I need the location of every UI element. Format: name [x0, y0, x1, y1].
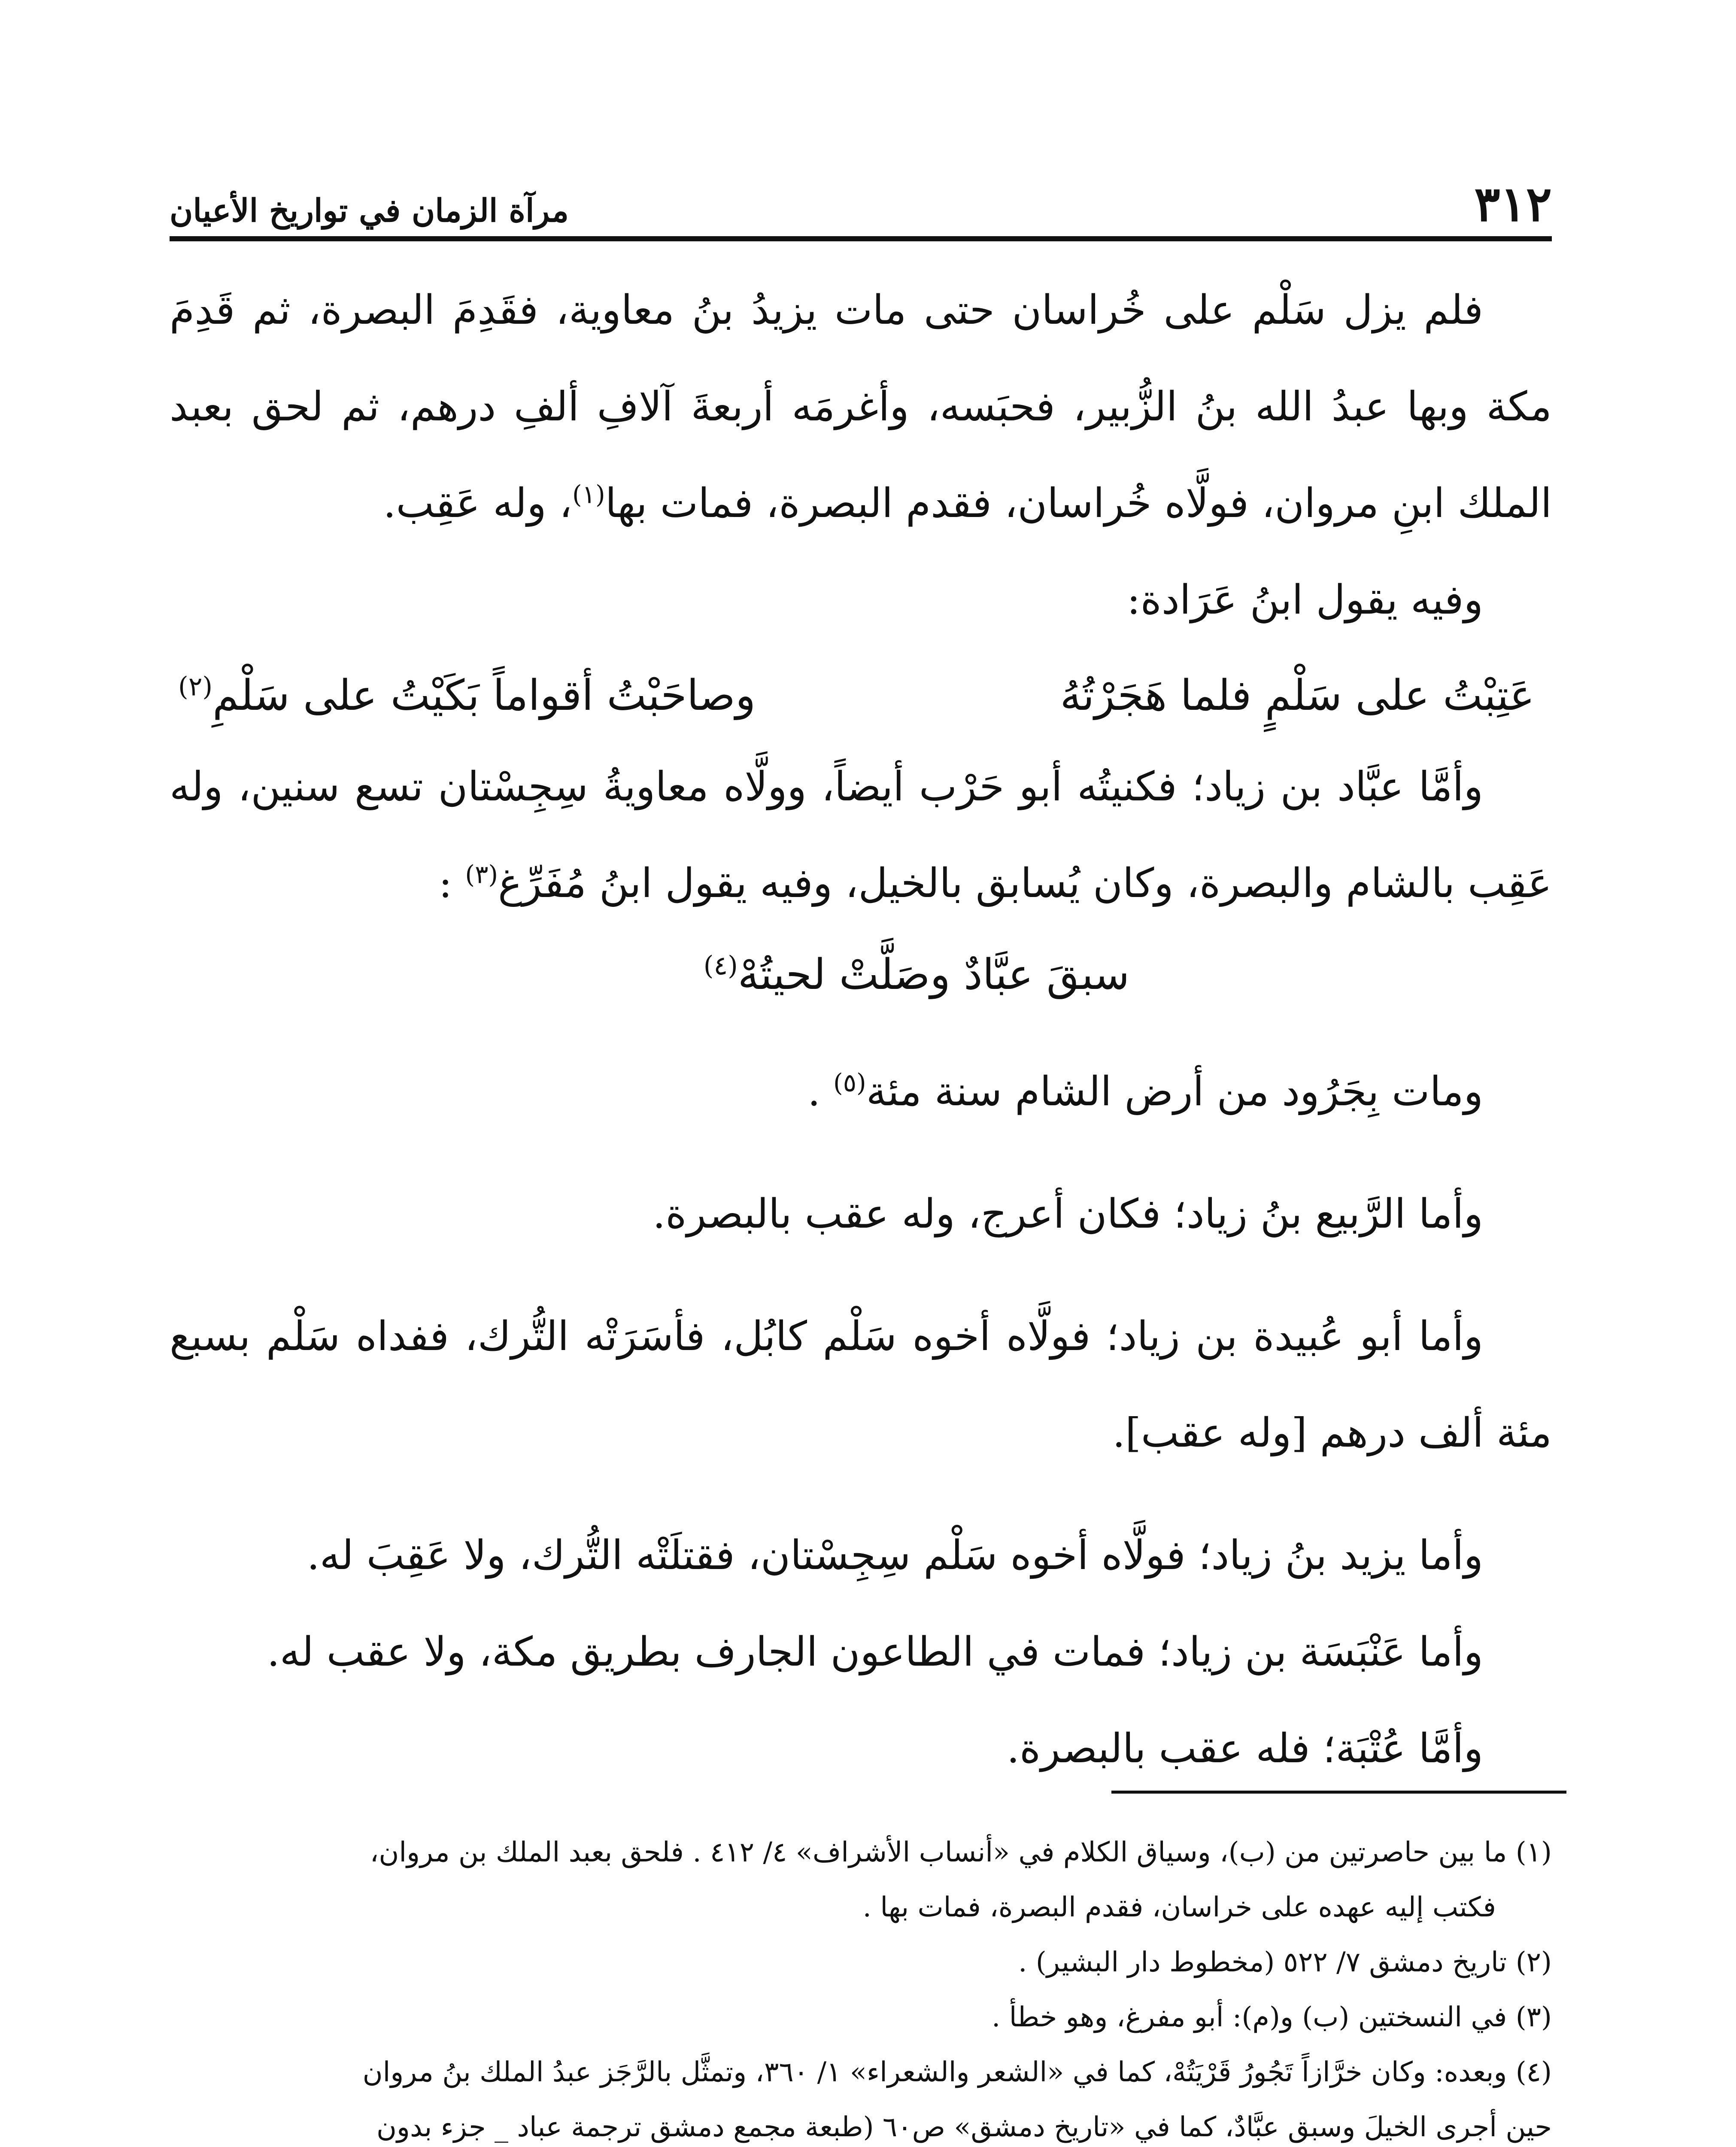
footnote-1: (١) ما بين حاصرتين من (ب)، وسياق الكلام في «أنساب الأشراف» ٤/ ٤١٢ . فلحق بعبد الملك بن مروان، [370, 1837, 1552, 1868]
paragraph-text: وأما يزيد بنُ زياد؛ فولَّاه أخوه سَلْم سِجِسْتان، فقتلَتْه التُّرك، ولا عَقِبَ له. [307, 1532, 1483, 1579]
running-title: مرآة الزمان في تواريخ الأعيان [170, 192, 569, 229]
footnote-3: (٣) في النسختين (ب) و(م): أبو مفرغ، وهو خطأ . [992, 2001, 1552, 2033]
verse-first-hemistich: عَتِبْتُ على سَلْمٍ فلما هَجَرْتُهُ [1060, 671, 1535, 720]
footnote-ref: (٥) [833, 1068, 866, 1098]
paragraph-utba [170, 1700, 1552, 1797]
paragraph-text: ومات بِجَرُود من أرض الشام سنة مئة [866, 1068, 1483, 1115]
paragraph-anbasa [170, 1604, 1552, 1700]
paragraph-ibn-arada [170, 552, 1552, 648]
footnote-ref: (١) [572, 480, 605, 509]
footnote-ref: (٣) [465, 860, 498, 889]
paragraph-yazid [170, 1507, 1552, 1604]
paragraph-text: فلم يزل سَلْم على خُراسان حتى مات يزيدُ بنُ معاوية، فقَدِمَ البصرة، ثم قَدِمَ مكة وبها عبدُ الله بنُ الزُّبير، فحبَسه، وأغرمَه أربعةَ آلافِ ألفِ درهم، ثم لحق بعبد الملك ابنِ مروان، فولَّاه خُراسان، فقدم البصرة، فمات بها [170, 287, 1552, 527]
page-header [170, 163, 1552, 241]
paragraph-abu-ubayda [170, 1288, 1552, 1481]
paragraph-text: وأما الرَّبيع بنُ زياد؛ فكان أعرج، وله عقب بالبصرة. [653, 1191, 1483, 1238]
footnote-ref: (٢) [178, 672, 213, 702]
footnote-4: (٤) وبعده: وكان خرَّازاً تَجُورُ قَرْيَتُهْ، كما في «الشعر والشعراء» ١/ ٣٦٠، وتمثَّل بالرَّجَز عبدُ الملك بنُ مروان [362, 2056, 1552, 2088]
footnote-2: (٢) تاريخ دمشق ٧/ ٥٢٢ (مخطوط دار البشير) . [1018, 1946, 1552, 1978]
paragraph-text: وأمَّا عبَّاد بن زياد؛ فكنيتُه أبو حَرْب أيضاً، وولَّاه معاويةُ سِجِسْتان تسع سنين، وله عَقِب بالشام والبصرة، وكان يُسابق بالخيل، وفيه يقول ابنُ مُفَرِّغ [170, 763, 1552, 907]
paragraph-text: وأمَّا عُتْبَة؛ فله عقب بالبصرة. [1007, 1725, 1483, 1772]
paragraph-text: وأما أبو عُبيدة بن زياد؛ فولَّاه أخوه سَلْم كابُل، فأسَرَتْه التُّرك، ففداه سَلْم بسبع مئة ألف درهم [وله عقب]. [170, 1313, 1552, 1457]
paragraph-text: وفيه يقول ابنُ عَرَادة: [1127, 577, 1483, 623]
paragraph-text: . [807, 1068, 833, 1115]
verse-line [170, 653, 1552, 739]
paragraph-text: وأما عَنْبَسَة بن زياد؛ فمات في الطاعون الجارف بطريق مكة، ولا عقب له. [267, 1629, 1483, 1676]
paragraph-text: : [438, 860, 465, 907]
page-number: ٣١٢ [1474, 176, 1552, 232]
paragraph-text: ، وله عَقِب. [383, 480, 572, 527]
footnotes [170, 1825, 1552, 2147]
verse-text: سبقَ عبَّادٌ وصَلَّتْ لحيتُهْ [737, 950, 1130, 999]
verse-second-hemistich [178, 653, 756, 739]
paragraph-abbad [170, 739, 1552, 932]
paragraph-rabi [170, 1166, 1552, 1262]
footnote-ref: (٤) [703, 951, 738, 981]
verse-rajaz [170, 932, 1552, 1018]
footnote-divider [1111, 1791, 1566, 1794]
footnote-1-continuation: فكتب إليه عهده على خراسان، فقدم البصرة، فمات بها . [862, 1892, 1496, 1923]
paragraph-death [170, 1043, 1552, 1140]
footnote-4-continuation: حين أجرى الخيلَ وسبق عبَّادٌ، كما في «تاريخ دمشق» ص٦٠ (طبعة مجمع دمشق ترجمة عباد _ جزء بدون [376, 2111, 1552, 2143]
paragraph-salm [170, 262, 1552, 552]
main-text [170, 262, 1552, 1797]
verse-text: وصاحَبْتُ أقواماً بَكَيْتُ على سَلْمِ [212, 671, 756, 720]
